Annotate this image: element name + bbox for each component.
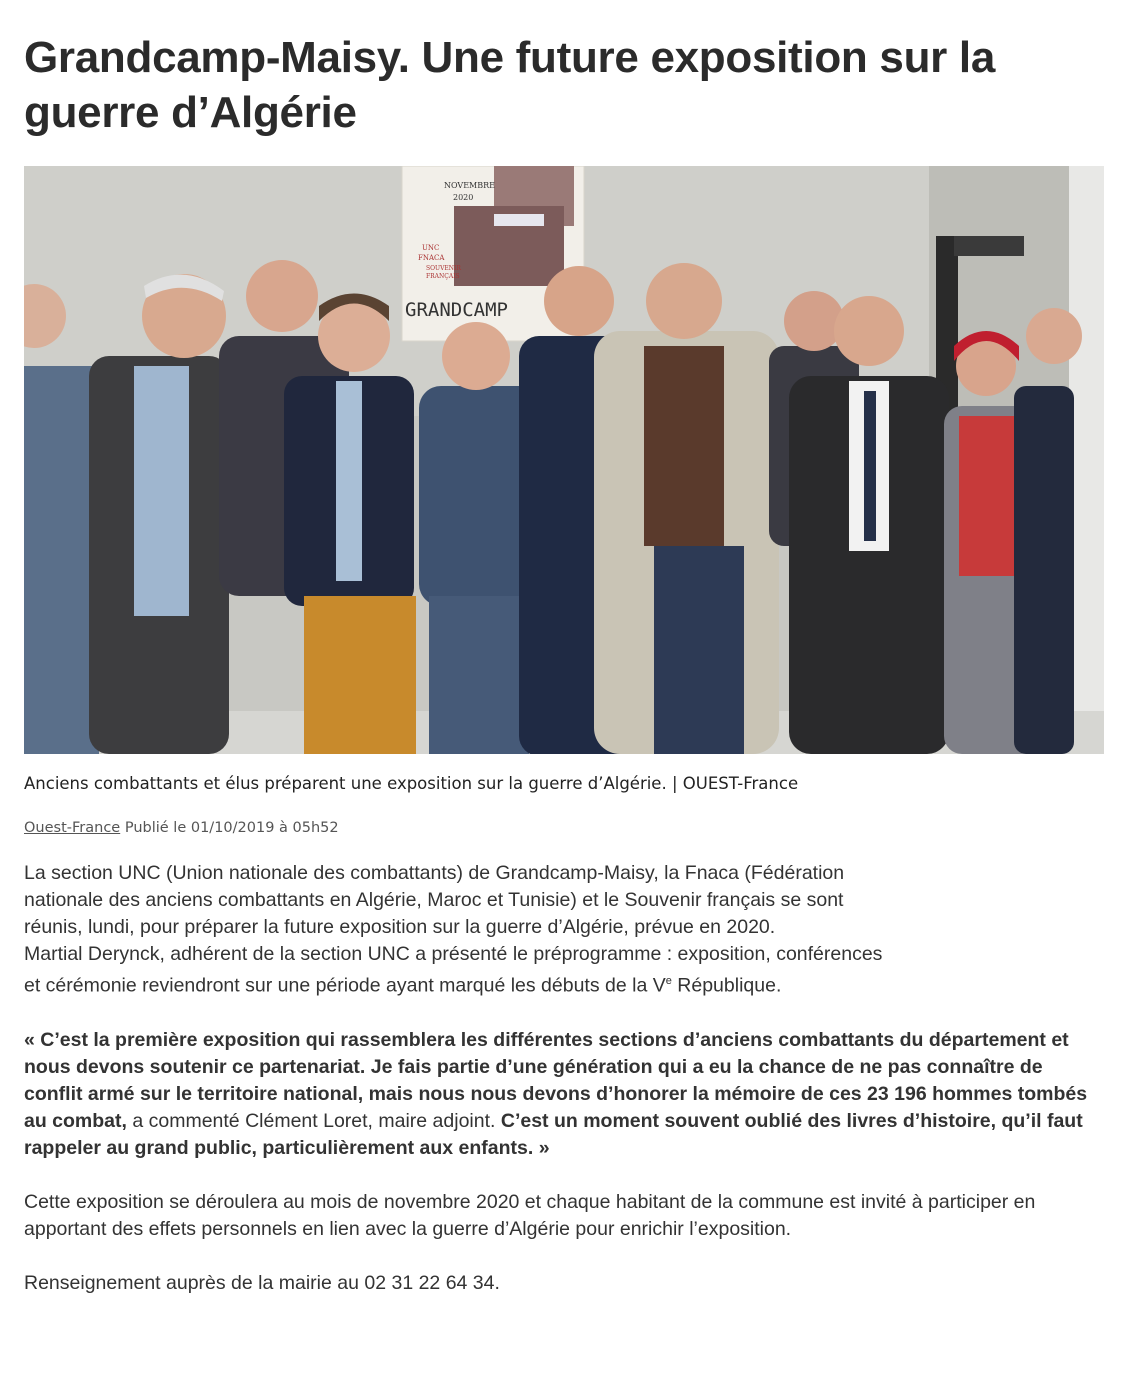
quote-part-2: C’est un moment souvent oublié des livres d’histoire, qu’il faut rappeler au grand public, particulièrement aux enfants. »: [24, 1109, 1083, 1159]
byline: [24, 820, 339, 836]
poster-line-3: SOUVENIR: [426, 265, 461, 272]
poster-year: 2020: [453, 193, 474, 202]
paragraph-2-quote: [24, 1027, 1104, 1162]
quote-part-1: « C’est la première exposition qui rassemblera les différentes sections d’anciens combattants du département et nous devons soutenir ce partenariat. Je fais partie d’une génération qui a eu la chance de ne pas connaître de conflit armé sur le territoire national, mais nous nous devons d’honorer la mémoire de ces 23 196 hommes tombés au combat,: [24, 1028, 1088, 1132]
p1-line-5b: République.: [671, 974, 782, 997]
paragraph-1: [24, 860, 1104, 1000]
article-photo: [24, 166, 1104, 754]
p1-line-3: réunis, lundi, pour préparer la future exposition sur la guerre d’Algérie, prévue en 2020.: [24, 916, 776, 938]
paragraph-3: Cette exposition se déroulera au mois de novembre 2020 et chaque habitant de la commune est invité à participer en apportant des effets personnels en lien avec la guerre d’Algérie pour enrichir l’exposition.: [24, 1190, 1036, 1240]
article-body: [24, 860, 1104, 1297]
p1-line-4: Martial Derynck, adhérent de la section UNC a présenté le préprogramme : exposition, conférences: [24, 943, 883, 965]
quote-attribution: a commenté Clément Loret, maire adjoint.: [126, 1109, 501, 1132]
poster-line-4: FRANÇAIS: [426, 273, 460, 280]
poster-line-2: FNACA: [418, 254, 445, 262]
source-link[interactable]: Ouest-France: [24, 820, 121, 836]
photo-caption: Anciens combattants et élus préparent une exposition sur la guerre d’Algérie. | OUEST-France: [24, 774, 799, 793]
paragraph-4: Renseignement auprès de la mairie au 02 31 22 64 34.: [24, 1271, 500, 1294]
p1-line-5a: et cérémonie reviendront sur une période ayant marqué les débuts de la V: [24, 974, 666, 997]
p1-sup: e: [665, 975, 672, 987]
poster-sign: GRANDCAMP: [405, 299, 508, 321]
poster-month: NOVEMBRE: [444, 181, 495, 190]
article-title: Grandcamp-Maisy. Une future exposition sur la guerre d’Algérie: [24, 33, 996, 137]
p1-line-1: La section UNC (Union nationale des combattants) de Grandcamp-Maisy, la Fnaca (Fédération: [24, 862, 845, 884]
person: [594, 263, 779, 754]
poster-line-1: UNC: [422, 244, 440, 252]
p1-line-2: nationale des anciens combattants en Algérie, Maroc et Tunisie) et le Souvenir français se sont: [24, 889, 844, 911]
publish-date: Publié le 01/10/2019 à 05h52: [120, 820, 339, 836]
